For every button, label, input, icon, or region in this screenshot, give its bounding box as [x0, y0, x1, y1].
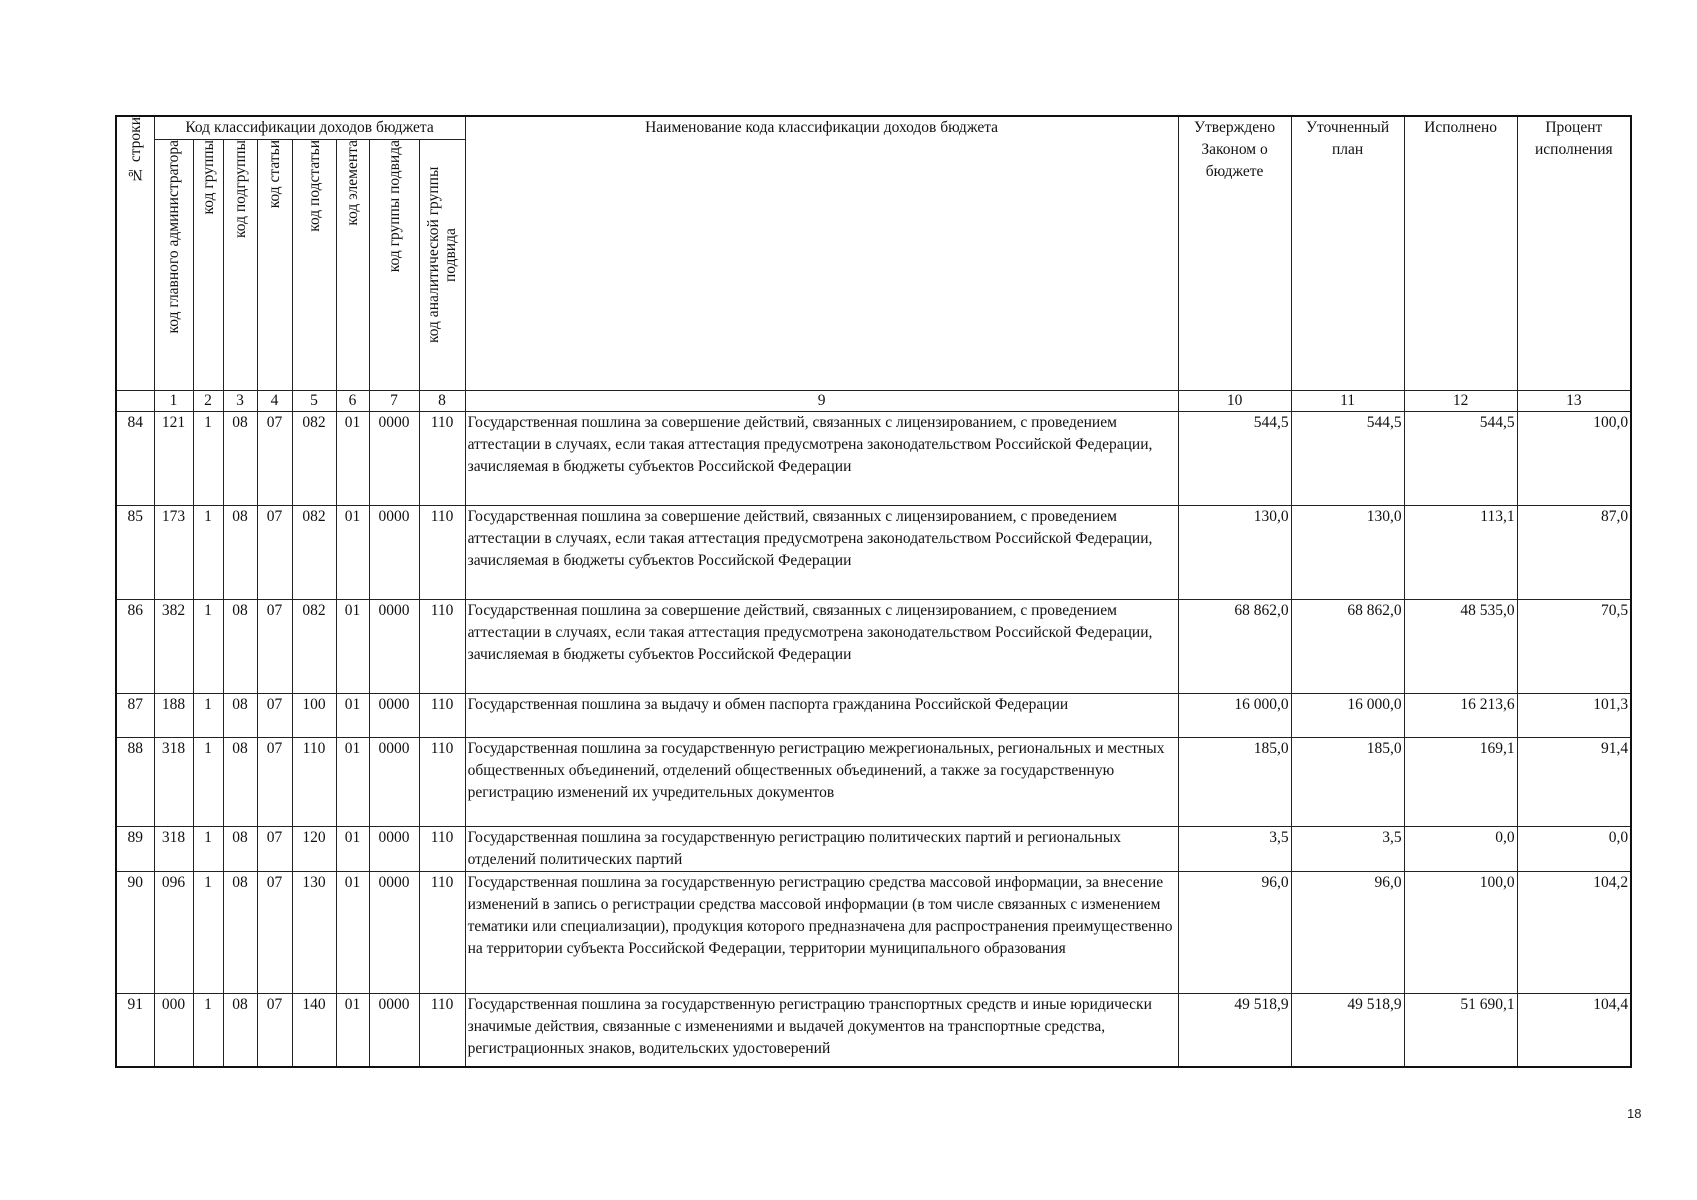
header-row-no — [116, 116, 154, 391]
header-classification-code-group: Код классификации доходов бюджета — [154, 116, 465, 140]
cell-admin-code: 096 — [154, 872, 193, 994]
cell-subtype-group-code: 0000 — [369, 872, 419, 994]
column-number: 11 — [1291, 391, 1404, 412]
cell-row-no: 85 — [116, 506, 154, 600]
cell-subtype-group-code: 0000 — [369, 600, 419, 694]
cell-analytic-subtype-code: 110 — [419, 506, 465, 600]
cell-subarticle-code: 140 — [292, 994, 336, 1067]
table-row — [116, 827, 1631, 872]
header-article-code — [257, 140, 292, 391]
cell-subtype-group-code: 0000 — [369, 694, 419, 738]
cell-analytic-subtype-code: 110 — [419, 827, 465, 872]
cell-subgroup-code: 08 — [223, 827, 257, 872]
cell-plan: 130,0 — [1291, 506, 1404, 600]
cell-subtype-group-code: 0000 — [369, 738, 419, 827]
cell-executed: 51 690,1 — [1404, 994, 1517, 1067]
table-row — [116, 506, 1631, 600]
cell-executed: 16 213,6 — [1404, 694, 1517, 738]
cell-row-no: 86 — [116, 600, 154, 694]
column-number: 6 — [336, 391, 369, 412]
cell-element-code: 01 — [336, 994, 369, 1067]
cell-article-code: 07 — [257, 506, 292, 600]
table-row — [116, 738, 1631, 827]
cell-percent: 104,2 — [1517, 872, 1631, 994]
cell-name: Государственная пошлина за выдачу и обмен паспорта гражданина Российской Федерации — [465, 694, 1178, 738]
cell-executed: 169,1 — [1404, 738, 1517, 827]
cell-approved: 68 862,0 — [1178, 600, 1291, 694]
cell-plan: 16 000,0 — [1291, 694, 1404, 738]
header-group-code — [193, 140, 223, 391]
column-number-row — [116, 391, 1631, 412]
cell-subgroup-code: 08 — [223, 994, 257, 1067]
cell-subarticle-code: 100 — [292, 694, 336, 738]
cell-admin-code: 173 — [154, 506, 193, 600]
cell-approved: 49 518,9 — [1178, 994, 1291, 1067]
column-number: 12 — [1404, 391, 1517, 412]
cell-plan: 49 518,9 — [1291, 994, 1404, 1067]
cell-element-code: 01 — [336, 827, 369, 872]
cell-subgroup-code: 08 — [223, 506, 257, 600]
cell-subtype-group-code: 0000 — [369, 506, 419, 600]
cell-row-no: 88 — [116, 738, 154, 827]
header-element-code-label: код элемента — [344, 140, 361, 226]
cell-analytic-subtype-code: 110 — [419, 994, 465, 1067]
cell-group-code: 1 — [193, 412, 223, 506]
header-analytic-subtype-code-label: код аналитической группы подвида — [425, 166, 460, 344]
table-row — [116, 412, 1631, 506]
cell-article-code: 07 — [257, 827, 292, 872]
cell-admin-code: 382 — [154, 600, 193, 694]
cell-percent: 104,4 — [1517, 994, 1631, 1067]
table-row — [116, 994, 1631, 1067]
cell-admin-code: 318 — [154, 738, 193, 827]
cell-executed: 48 535,0 — [1404, 600, 1517, 694]
cell-group-code: 1 — [193, 738, 223, 827]
cell-row-no: 90 — [116, 872, 154, 994]
column-number: 5 — [292, 391, 336, 412]
cell-admin-code: 121 — [154, 412, 193, 506]
header-analytic-subtype-code — [419, 140, 465, 391]
cell-subgroup-code: 08 — [223, 600, 257, 694]
cell-executed: 544,5 — [1404, 412, 1517, 506]
cell-row-no: 91 — [116, 994, 154, 1067]
cell-approved: 185,0 — [1178, 738, 1291, 827]
cell-article-code: 07 — [257, 694, 292, 738]
cell-subtype-group-code: 0000 — [369, 412, 419, 506]
cell-element-code: 01 — [336, 506, 369, 600]
cell-subgroup-code: 08 — [223, 738, 257, 827]
cell-subarticle-code: 082 — [292, 506, 336, 600]
cell-analytic-subtype-code: 110 — [419, 872, 465, 994]
header-subtype-group-code — [369, 140, 419, 391]
cell-plan: 3,5 — [1291, 827, 1404, 872]
cell-percent: 101,3 — [1517, 694, 1631, 738]
table-row — [116, 600, 1631, 694]
cell-element-code: 01 — [336, 738, 369, 827]
cell-group-code: 1 — [193, 994, 223, 1067]
column-number: 1 — [154, 391, 193, 412]
table-row — [116, 872, 1631, 994]
header-row-no-label: № строки — [126, 117, 144, 184]
cell-name: Государственная пошлина за совершение действий, связанных с лицензированием, с проведением аттестации в случаях, если такая аттестация предусмотрена законодательством Российской Федерации, зачисляемая в бюджеты субъектов Российской Федерации — [465, 412, 1178, 506]
cell-row-no: 84 — [116, 412, 154, 506]
header-executed: Исполнено — [1404, 116, 1517, 391]
cell-element-code: 01 — [336, 872, 369, 994]
header-admin-code — [154, 140, 193, 391]
cell-admin-code: 000 — [154, 994, 193, 1067]
cell-name: Государственная пошлина за совершение действий, связанных с лицензированием, с проведением аттестации в случаях, если такая аттестация предусмотрена законодательством Российской Федерации, зачисляемая в бюджеты субъектов Российской Федерации — [465, 600, 1178, 694]
cell-element-code: 01 — [336, 600, 369, 694]
cell-approved: 544,5 — [1178, 412, 1291, 506]
cell-subarticle-code: 110 — [292, 738, 336, 827]
header-approved: Утверждено Законом о бюджете — [1178, 116, 1291, 391]
budget-revenue-table — [115, 115, 1632, 1068]
page-number: 18 — [1627, 1106, 1642, 1121]
cell-subgroup-code: 08 — [223, 872, 257, 994]
cell-percent: 0,0 — [1517, 827, 1631, 872]
cell-percent: 100,0 — [1517, 412, 1631, 506]
column-number: 3 — [223, 391, 257, 412]
cell-analytic-subtype-code: 110 — [419, 412, 465, 506]
cell-approved: 16 000,0 — [1178, 694, 1291, 738]
cell-subarticle-code: 082 — [292, 600, 336, 694]
cell-name: Государственная пошлина за государственную регистрацию политических партий и региональных отделений политических партий — [465, 827, 1178, 872]
cell-row-no: 87 — [116, 694, 154, 738]
cell-article-code: 07 — [257, 412, 292, 506]
cell-group-code: 1 — [193, 827, 223, 872]
cell-subarticle-code: 082 — [292, 412, 336, 506]
cell-subarticle-code: 130 — [292, 872, 336, 994]
column-number — [116, 391, 154, 412]
cell-admin-code: 188 — [154, 694, 193, 738]
cell-approved: 96,0 — [1178, 872, 1291, 994]
cell-element-code: 01 — [336, 412, 369, 506]
header-group-code-label: код группы — [199, 140, 217, 215]
header-subgroup-code — [223, 140, 257, 391]
header-subgroup-code-label: код подгруппы — [231, 140, 249, 238]
cell-plan: 544,5 — [1291, 412, 1404, 506]
table-row — [116, 694, 1631, 738]
column-number: 9 — [465, 391, 1178, 412]
header-article-code-label: код статьи — [266, 140, 283, 209]
cell-subtype-group-code: 0000 — [369, 827, 419, 872]
column-number: 2 — [193, 391, 223, 412]
cell-name: Государственная пошлина за государственную регистрацию межрегиональных, региональных и местных общественных объединений, отделений общественных объединений, а также за государственную регистрацию изменений их учредительных документов — [465, 738, 1178, 827]
cell-element-code: 01 — [336, 694, 369, 738]
cell-article-code: 07 — [257, 872, 292, 994]
cell-subgroup-code: 08 — [223, 694, 257, 738]
cell-group-code: 1 — [193, 600, 223, 694]
cell-name: Государственная пошлина за совершение действий, связанных с лицензированием, с проведением аттестации в случаях, если такая аттестация предусмотрена законодательством Российской Федерации, зачисляемая в бюджеты субъектов Российской Федерации — [465, 506, 1178, 600]
cell-executed: 100,0 — [1404, 872, 1517, 994]
column-number: 13 — [1517, 391, 1631, 412]
cell-group-code: 1 — [193, 506, 223, 600]
header-element-code — [336, 140, 369, 391]
cell-percent: 91,4 — [1517, 738, 1631, 827]
cell-executed: 113,1 — [1404, 506, 1517, 600]
header-percent: Процент исполнения — [1517, 116, 1631, 391]
cell-approved: 3,5 — [1178, 827, 1291, 872]
cell-plan: 185,0 — [1291, 738, 1404, 827]
cell-group-code: 1 — [193, 694, 223, 738]
cell-plan: 96,0 — [1291, 872, 1404, 994]
cell-analytic-subtype-code: 110 — [419, 600, 465, 694]
cell-subtype-group-code: 0000 — [369, 994, 419, 1067]
cell-executed: 0,0 — [1404, 827, 1517, 872]
cell-row-no: 89 — [116, 827, 154, 872]
cell-plan: 68 862,0 — [1291, 600, 1404, 694]
cell-article-code: 07 — [257, 738, 292, 827]
header-subarticle-code-label: код подстатьи — [305, 140, 323, 232]
cell-name: Государственная пошлина за государственную регистрацию средства массовой информации, за внесение изменений в запись о регистрации средства массовой информации (в том числе связанных с изменением тематики или специализации), продукция которого предназначена для распространения преимущественно на территории субъекта Российской Федерации, территории муниципального образования — [465, 872, 1178, 994]
cell-subgroup-code: 08 — [223, 412, 257, 506]
header-admin-code-label: код главного администратора — [165, 140, 182, 334]
column-number: 8 — [419, 391, 465, 412]
header-subarticle-code — [292, 140, 336, 391]
cell-article-code: 07 — [257, 600, 292, 694]
cell-admin-code: 318 — [154, 827, 193, 872]
header-plan: Уточненный план — [1291, 116, 1404, 391]
cell-group-code: 1 — [193, 872, 223, 994]
cell-subarticle-code: 120 — [292, 827, 336, 872]
cell-percent: 70,5 — [1517, 600, 1631, 694]
header-subtype-group-code-label: код группы подвида — [385, 140, 403, 273]
cell-analytic-subtype-code: 110 — [419, 694, 465, 738]
cell-article-code: 07 — [257, 994, 292, 1067]
column-number: 10 — [1178, 391, 1291, 412]
cell-percent: 87,0 — [1517, 506, 1631, 600]
cell-name: Государственная пошлина за государственную регистрацию транспортных средств и иные юридически значимые действия, связанные с изменениями и выдачей документов на транспортные средства, регистрационных знаков, водительских удостоверений — [465, 994, 1178, 1067]
cell-approved: 130,0 — [1178, 506, 1291, 600]
cell-analytic-subtype-code: 110 — [419, 738, 465, 827]
header-name: Наименование кода классификации доходов бюджета — [465, 116, 1178, 391]
column-number: 4 — [257, 391, 292, 412]
column-number: 7 — [369, 391, 419, 412]
